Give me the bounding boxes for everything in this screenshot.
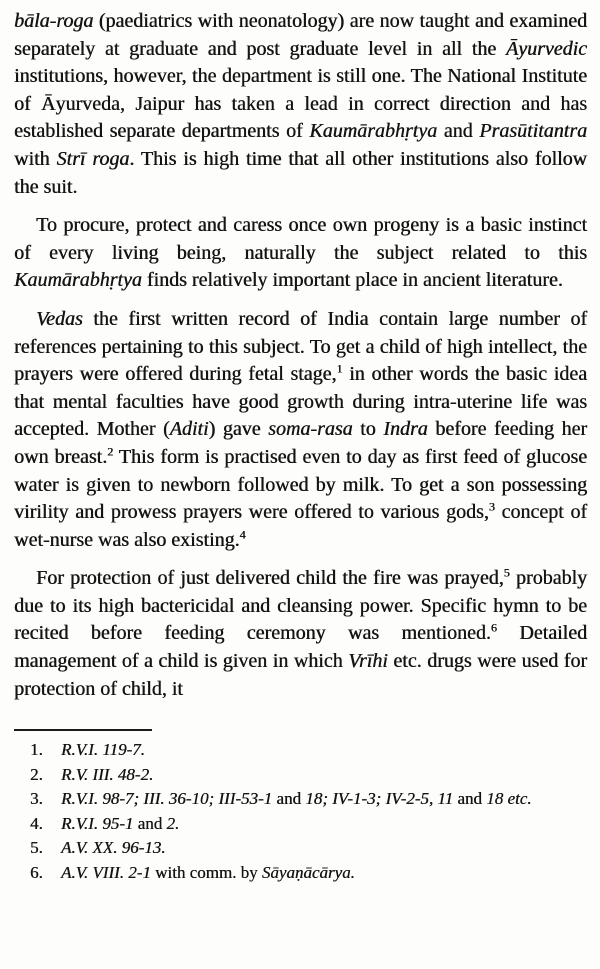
italic-text-run: A.V. XX. 96-13. <box>61 838 166 858</box>
footnote-number: 4. <box>30 813 43 833</box>
text-run: etc. drugs were used for protection of child, it <box>14 650 587 700</box>
footnote-text <box>61 763 587 788</box>
italic-text-run: Kaumārabhṛtya <box>14 269 142 292</box>
text-run: to <box>352 418 384 441</box>
footnote-text <box>61 836 587 861</box>
footnote-ref-superscript: 3 <box>488 499 495 514</box>
italic-text-run: Strī roga <box>56 147 130 170</box>
footnote-text <box>61 812 587 837</box>
italic-text-run: 2. <box>166 813 180 833</box>
italic-text-run: soma-rasa <box>268 418 353 441</box>
footnote-separator-rule <box>14 729 152 731</box>
footnote-item <box>30 787 587 812</box>
paragraph <box>14 306 587 554</box>
text-run: probably due to its high bactericidal and cleansing power. Specific hymn to be recited before feeding ceremony was mentioned. <box>14 567 588 645</box>
footnote-ref-superscript: 4 <box>239 527 246 542</box>
body-text-block <box>14 8 587 703</box>
text-run: and <box>133 813 167 833</box>
footnote-item <box>30 812 587 837</box>
text-run: institutions, however, the department is still one. The National Institute of Āyurveda, Jaipur has taken a lead in correct direction and has established separate departments of <box>14 65 587 143</box>
paragraph <box>14 8 587 201</box>
text-run: finds relatively important place in ancient literature. <box>141 269 563 292</box>
text-run: For protection of just delivered child the fire was prayed, <box>36 567 504 590</box>
footnote-item <box>30 861 587 886</box>
italic-text-run: Vedas <box>36 307 83 330</box>
footnote-text <box>61 861 587 886</box>
text-run: To procure, protect and caress once own progeny is a basic instinct of every living being, naturally the subject related to this <box>14 214 587 264</box>
footnote-ref-superscript: 2 <box>107 444 114 459</box>
italic-text-run: A.V. VIII. 2-1 <box>61 862 151 882</box>
footnote-text <box>61 738 587 763</box>
text-run: with comm. by <box>150 862 262 882</box>
text-run: (paediatrics with neonatology) are now taught and examined separately at graduate and post graduate level in all the <box>14 10 587 60</box>
paragraph <box>14 212 587 295</box>
text-run: ) gave <box>208 418 269 441</box>
footnote-number: 3. <box>30 789 43 809</box>
text-run: the first written record of India contain large number of references pertaining to this subject. To get a child of high intellect, the prayers were offered during fetal stage, <box>14 307 587 386</box>
text-run: and <box>272 789 306 809</box>
footnotes-section <box>14 729 587 885</box>
italic-text-run: 18; IV-1-3; IV-2-5, 11 <box>305 789 454 809</box>
footnote-number: 1. <box>30 740 43 760</box>
text-run: Detailed management of a child is given in which <box>14 622 587 673</box>
italic-text-run: Aditi <box>169 418 209 441</box>
paragraph <box>14 565 587 703</box>
text-run: concept of wet-nurse was also existing. <box>14 501 587 551</box>
italic-text-run: R.V.I. 98-7; III. 36-10; III-53-1 <box>61 789 273 809</box>
text-run: before feeding her own breast. <box>14 418 587 468</box>
italic-text-run: R.V. III. 48-2. <box>61 764 154 784</box>
italic-text-run: R.V.I. 95-1 <box>61 813 134 833</box>
italic-text-run: R.V.I. 119-7. <box>61 740 145 760</box>
footnote-item <box>30 836 587 861</box>
italic-text-run: Āyurvedic <box>505 37 587 60</box>
footnote-item <box>30 738 587 763</box>
footnote-list <box>14 738 587 885</box>
footnote-text <box>61 787 587 812</box>
italic-text-run: Vrīhi <box>348 650 388 673</box>
footnote-ref-superscript: 1 <box>336 361 343 376</box>
text-run: and <box>453 789 487 809</box>
italic-text-run: Kaumārabhṛtya <box>309 120 438 143</box>
footnote-item <box>30 763 587 788</box>
footnote-number: 6. <box>30 862 43 882</box>
footnote-ref-superscript: 6 <box>490 620 497 635</box>
text-run: in other words the basic idea that mental faculties have good growth during intra-uterine life was accepted. Mother ( <box>14 363 587 441</box>
italic-text-run: 18 etc. <box>486 789 532 809</box>
footnote-number: 2. <box>30 764 43 784</box>
italic-text-run: Prasūtitantra <box>479 120 587 143</box>
italic-text-run: Indra <box>383 418 428 441</box>
text-run: with <box>14 147 57 170</box>
footnote-number: 5. <box>30 838 43 858</box>
italic-text-run: Sāyaṇācārya. <box>261 862 355 882</box>
text-run: and <box>437 120 480 143</box>
italic-text-run: bāla-roga <box>14 10 94 32</box>
footnote-ref-superscript: 5 <box>503 565 510 580</box>
text-run: This form is practised even to day as first feed of glucose water is given to newborn followed by milk. To get a son possessing virility and prowess prayers were offered to various gods, <box>14 445 587 524</box>
text-run: . This is high time that all other institutions also follow the suit. <box>14 147 588 198</box>
